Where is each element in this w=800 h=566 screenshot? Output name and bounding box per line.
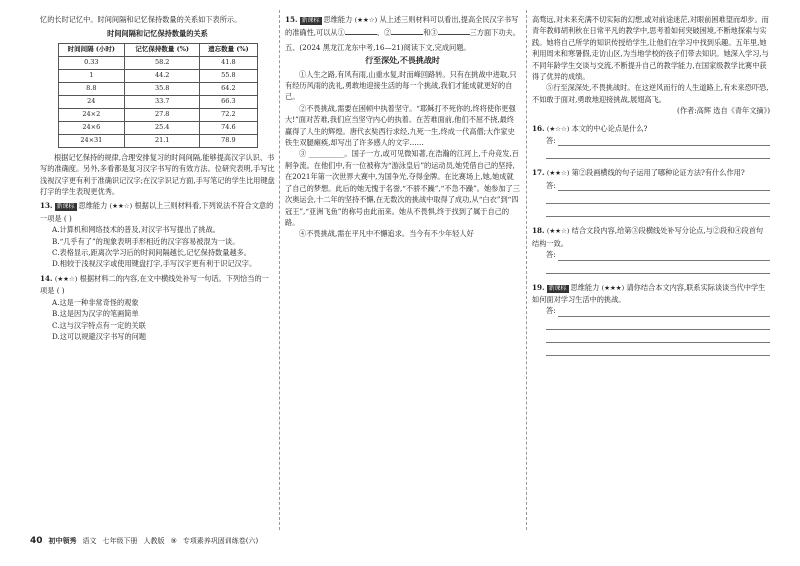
question-16 [532,123,770,160]
table-cell: 33.7 [125,95,200,108]
table-cell: 1 [58,69,125,82]
answer-line[interactable] [546,191,770,204]
essay-paragraph-4-continued: 高骛远,对未来充满不切实际的幻想,或对前途迷茫,对眼前困难望而却步。而青年教师胡利秋在日常平凡的教学中,思考着如何突破困境,不断地探索与实践。她将自己所学的知识传授给学生,让他们在学习中找到乐趣。五年里,她利用周末和寒暑假,走访山区,为当地学校的孩子们带去知识。她深入学习,与不同年龄学生交谈与交流,不断提升自己的教学能力,在国家级教学比赛中获得了优异的成绩。 [532,15,769,82]
table-title: 时间间隔和记忆保持数量的关系 [107,29,208,39]
answer-blank-2[interactable] [391,26,423,35]
table-row [58,121,257,134]
answer-label: 答: [546,306,556,316]
answer-line[interactable] [546,146,770,159]
difficulty-stars: (★★★) [601,283,625,292]
difficulty-stars: (★★☆) [354,16,378,24]
memory-table [58,43,258,148]
table-cell: 35.8 [125,82,200,95]
table-cell: 78.9 [200,134,257,147]
essay-paragraph-5: ⑤行至深深处,不畏挑战时。在这逆风而行的人生道路上,有未来恐吓恐,不如敢于面对,勇敢地迎接挑战,展翅高飞。 [532,83,769,104]
table-cell: 24×31 [58,134,125,147]
question-text: 请你结合本文内容,联系实际谈谈当代中学生如何面对学习生活中的挑战。 [532,282,766,304]
question-number: 15. [285,15,298,24]
question-text: 第②段画横线的句子运用了哪种论证方法?有什么作用? [571,168,745,178]
column-left [40,14,275,342]
table-cell: 24×2 [58,108,125,121]
question-17 [532,167,770,217]
table-cell: 41.8 [200,56,257,69]
table-cell: 0.33 [58,56,125,69]
question-text: 根据材料二的内容,在文中横线处补写一句话。下列恰当的一项是 [40,273,269,296]
after-table-text: 根据记忆保持的规律,合理安排复习的时间间隔,能够提高汉字认识、书写的准确度。另外,多看都是复习汉字书写的有效方法。位研究表明,手写比浅视汉字更有利于准确识记汉字;在汉字识记方面,手写笔记的学生比用键盘打字的学生表现更优秀。 [40,152,275,197]
table-header: 记忆保持数量 (%) [125,43,200,56]
answer-line[interactable] [546,330,770,343]
option-a: A.计算机和网络技术的普及,对汉字书写提出了挑战。 [52,225,220,235]
table-cell: 8.8 [58,82,125,95]
option-c: C.这与汉字特点有一定的关联 [52,320,146,330]
ability-label: 思维能力 [570,282,600,292]
table-cell: 64.2 [200,82,257,95]
question-text: 本文的中心论点是什么? [571,123,648,133]
answer-line[interactable] [546,204,770,217]
edition-label: 人教版 [143,537,165,545]
difficulty-stars: (★★☆) [546,169,570,178]
option-d: D.相较于浅视汉字或使用键盘打字,手写汉字更有利于识记汉字。 [52,259,257,269]
grade-label: 七年级下册 [102,537,138,545]
page-footer [30,536,258,546]
difficulty-stars: (★☆☆) [546,124,570,133]
question-13 [40,200,275,269]
table-cell: 27.8 [125,108,200,121]
table-row [58,95,257,108]
question-14 [40,273,275,342]
question-text: 和③ [423,28,438,38]
column-middle [285,14,520,240]
option-d: D.这可以规避汉字书写的问题 [52,331,147,341]
new-standard-tag: 新课标 [56,203,75,211]
table-row [58,82,257,95]
answer-label: 答: [546,250,556,260]
question-text: 从上述三则材料可以看出,提高全民汉字书写的准确性,可以从① [285,15,519,38]
answer-line[interactable] [546,180,770,191]
difficulty-stars: (★★☆) [546,227,570,236]
section-five-heading: 五、(2024 黑龙江龙东中考,16—21)阅读下文,完成问题。 [285,42,471,52]
table-header-row [58,43,257,56]
column-divider-left [279,10,280,530]
column-right [532,14,770,356]
table-cell: 24×6 [58,121,125,134]
footer-circle-mark: ⑨ [170,537,177,545]
question-number: 14. [40,273,53,283]
essay-paragraph-2: ②不畏挑战,需要在困顿中执着坚守。“耶稣打不死你的,终将使你更强大!”面对苦难,我们应当坚守内心的执着。在苦难面前,他们不屈不挠,最终赢得了人生的辉煌。唐代玄奘西行求经,九死一生,终成一代高僧;大作家史铁生双腿瘫痪,却写出了许多感人的文字…… [285,103,516,148]
table-cell: 25.4 [125,121,200,134]
answer-line[interactable] [546,305,770,316]
option-b: B.“几乎有了”的现象表明手形相近的汉字容易被混为一谈。 [52,236,240,246]
question-18 [532,225,770,273]
table-cell: 66.3 [200,95,257,108]
answer-line[interactable] [546,135,770,146]
page-number: 40 [30,536,43,546]
table-cell: 58.2 [125,56,200,69]
question-text: 、② [376,28,392,38]
column-divider-right [526,10,527,530]
table-cell: 74.6 [200,121,257,134]
table-cell: 72.2 [200,108,257,121]
answer-blank-3[interactable] [438,26,470,35]
subject-label: 语文 [82,537,97,545]
answer-label: 答: [546,136,556,146]
question-text: 结合文段内容,给第③段横线处补写分论点,与②段和④段首句结构一致。 [532,226,764,248]
intro-text: 忆的长时记忆中。时间间隔和记忆保持数量的关系如下表所示。 [40,15,242,24]
option-c: C.表格显示,距离次学习后的时间间隔越长,记忆保持数量越多。 [52,248,251,258]
new-standard-tag: 新课标 [548,284,567,292]
question-number: 19. [532,282,545,292]
option-b: B.这是因为汉字的笔画简单 [52,309,139,319]
table-row [58,108,257,121]
table-cell: 55.8 [200,69,257,82]
ability-label: 思维能力 [323,15,353,24]
brand-name: 初中领秀 [48,537,77,545]
answer-blank-1[interactable] [345,26,377,35]
answer-paren[interactable]: ( ) [63,213,72,223]
option-a: A.这是一种非常奇怪的观象 [52,297,139,307]
question-text: 三方面下功夫。 [469,28,520,38]
answer-line[interactable] [546,343,770,356]
table-header: 时间间隔 (小时) [58,43,125,56]
question-number: 18. [532,226,545,236]
answer-paren[interactable]: ( ) [56,286,65,296]
table-row [58,134,257,147]
essay-paragraph-1: ①人生之路,有风有雨,山重水复,时而峰回路转。只有在挑战中进取,只有经历风雨的洗礼,勇敢地迎接生活的每一个挑战,我们才能成就更好的自己。 [285,69,517,102]
answer-line[interactable] [546,317,770,330]
table-cell: 44.2 [125,69,200,82]
essay-title: 行至深处,不畏挑战时 [365,55,440,66]
answer-line[interactable] [546,249,770,260]
answer-label: 答: [546,180,556,190]
essay-paragraph-4: ④不畏挑战,需在平凡中不懈追求。当今有不少年轻人好 [299,229,474,239]
question-number: 17. [532,168,545,178]
new-standard-tag: 新课标 [301,17,320,24]
question-number: 13. [40,201,53,211]
table-cell: 24 [58,95,125,108]
question-number: 16. [532,123,545,133]
answer-line[interactable] [546,261,770,274]
essay-author: (作者:高辉 选自《青年文摘》) [677,106,770,116]
table-cell: 21.1 [125,134,200,147]
difficulty-stars: (★★☆) [54,274,78,283]
table-header: 遗忘数量 (%) [200,43,257,56]
ability-label: 思维能力 [78,201,108,211]
table-row [58,56,257,69]
question-text: 根据以上三则材料看,下列说法不符合文意的一项是 [40,201,274,223]
table-row [58,69,257,82]
difficulty-stars: (★★☆) [109,202,133,211]
question-19 [532,282,770,356]
essay-paragraph-3: ③ __________。国子一方,或可见微知著,在浩瀚的江河上,千舟竞发,百舸争流。在他们中,有一位被称为“游泳皇后”的运动员,她凭借自己的坚持,在2021年第一次世界大赛中,为国争光,夺得金牌。在比赛场上,她,她成就了自己的梦想。此后的她无愧于名誉,“不骄不躁”,“不急不躁”。她参加了三次奥运会,十二年的坚持不懈,在无数次的挑战中取得了成功,从“白衣”到“四冠王”,“亚洲飞鱼”的称号由此而来。她从不畏惧,终于找到了属于自己的路。 [285,149,520,227]
paper-title: 专项素养巩固训练卷(六) [182,537,259,545]
question-15 [285,14,520,39]
